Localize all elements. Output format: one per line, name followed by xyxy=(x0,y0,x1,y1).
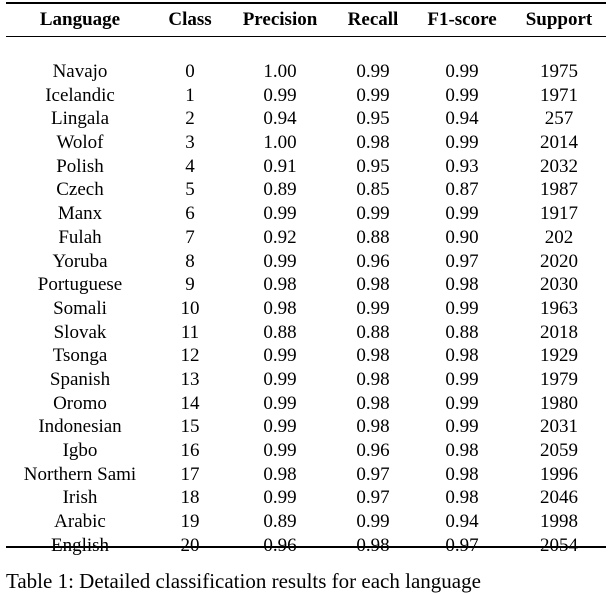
cell-precision: 0.89 xyxy=(263,179,297,201)
cell-class: 14 xyxy=(180,392,200,414)
cell-precision: 0.91 xyxy=(263,155,297,177)
cell-class: 9 xyxy=(185,274,195,296)
cell-recall: 0.95 xyxy=(356,108,390,130)
cell-language: Yoruba xyxy=(52,250,108,272)
table-row xyxy=(6,486,606,510)
cell-support: 2014 xyxy=(540,132,578,154)
cell-recall: 0.96 xyxy=(356,250,390,272)
cell-f1-score: 0.98 xyxy=(445,440,479,462)
cell-language: Northern Sami xyxy=(23,463,137,485)
cell-f1-score: 0.98 xyxy=(445,463,479,485)
table-row xyxy=(6,391,606,415)
table-row xyxy=(6,178,606,202)
table-body xyxy=(6,36,606,557)
cell-support: 1996 xyxy=(540,463,578,485)
table-row xyxy=(6,368,606,392)
cell-class: 8 xyxy=(185,250,195,272)
cell-language: Slovak xyxy=(53,321,107,343)
cell-class: 4 xyxy=(185,155,195,177)
cell-precision: 0.98 xyxy=(263,463,297,485)
cell-f1-score: 0.99 xyxy=(445,61,479,83)
cell-language: Wolof xyxy=(56,132,104,154)
cell-precision: 0.92 xyxy=(263,226,297,248)
cell-language: Navajo xyxy=(52,61,108,83)
cell-support: 2054 xyxy=(540,534,578,556)
cell-recall: 0.97 xyxy=(356,463,390,485)
cell-language: Arabic xyxy=(54,511,106,533)
cell-precision: 0.98 xyxy=(263,274,297,296)
cell-recall: 0.96 xyxy=(356,440,390,462)
cell-f1-score: 0.99 xyxy=(445,203,479,225)
cell-support: 2059 xyxy=(540,440,578,462)
cell-class: 11 xyxy=(180,321,200,343)
cell-class: 16 xyxy=(180,440,200,462)
cell-precision: 0.99 xyxy=(263,416,297,438)
cell-language: English xyxy=(50,534,110,556)
table-row xyxy=(6,202,606,226)
table-row xyxy=(6,510,606,534)
cell-language: Oromo xyxy=(53,392,107,414)
cell-recall: 0.85 xyxy=(356,179,390,201)
table-row xyxy=(6,533,606,557)
cell-support: 1998 xyxy=(540,511,578,533)
table-row xyxy=(6,344,606,368)
cell-language: Portuguese xyxy=(37,274,123,296)
cell-language: Icelandic xyxy=(45,84,115,106)
cell-recall: 0.88 xyxy=(356,226,390,248)
cell-f1-score: 0.99 xyxy=(445,297,479,319)
cell-support: 2031 xyxy=(540,416,578,438)
header-recall: Recall xyxy=(347,9,399,30)
cell-f1-score: 0.94 xyxy=(445,108,479,130)
cell-f1-score: 0.98 xyxy=(445,274,479,296)
cell-recall: 0.95 xyxy=(356,155,390,177)
header-language: Language xyxy=(39,9,121,30)
cell-support: 1987 xyxy=(540,179,578,201)
cell-precision: 1.00 xyxy=(263,132,297,154)
cell-class: 12 xyxy=(180,345,200,367)
cell-class: 5 xyxy=(185,179,195,201)
cell-support: 1979 xyxy=(540,368,578,390)
cell-class: 17 xyxy=(180,463,200,485)
cell-f1-score: 0.98 xyxy=(445,345,479,367)
table-row xyxy=(6,83,606,107)
cell-support: 2032 xyxy=(540,155,578,177)
table-header-row xyxy=(6,4,606,36)
cell-language: Indonesian xyxy=(38,416,122,438)
table-row xyxy=(6,154,606,178)
spacer-cell xyxy=(6,36,154,60)
cell-class: 6 xyxy=(185,203,195,225)
cell-class: 2 xyxy=(185,108,195,130)
cell-class: 20 xyxy=(180,534,200,556)
cell-precision: 0.99 xyxy=(263,345,297,367)
cell-f1-score: 0.97 xyxy=(445,534,479,556)
cell-support: 2018 xyxy=(540,321,578,343)
cell-precision: 0.88 xyxy=(263,321,297,343)
cell-language: Irish xyxy=(62,487,98,509)
header-f1-score: F1-score xyxy=(427,9,497,30)
cell-precision: 0.94 xyxy=(263,108,297,130)
cell-support: 2046 xyxy=(540,487,578,509)
cell-precision: 0.96 xyxy=(263,534,297,556)
cell-language: Somali xyxy=(53,297,107,319)
cell-recall: 0.97 xyxy=(356,487,390,509)
header-class: Class xyxy=(168,9,212,30)
cell-class: 3 xyxy=(185,132,195,154)
cell-support: 1917 xyxy=(540,203,578,225)
cell-language: Polish xyxy=(56,155,104,177)
cell-recall: 0.99 xyxy=(356,61,390,83)
cell-class: 1 xyxy=(185,84,195,106)
table-row xyxy=(6,249,606,273)
spacer-cell xyxy=(226,36,334,60)
classification-results-table xyxy=(6,4,606,557)
cell-support: 202 xyxy=(544,226,574,248)
cell-precision: 0.98 xyxy=(263,297,297,319)
cell-precision: 0.99 xyxy=(263,84,297,106)
cell-f1-score: 0.98 xyxy=(445,487,479,509)
cell-recall: 0.99 xyxy=(356,203,390,225)
cell-language: Spanish xyxy=(49,368,111,390)
cell-precision: 0.99 xyxy=(263,440,297,462)
cell-recall: 0.99 xyxy=(356,297,390,319)
spacer-cell xyxy=(512,36,606,60)
cell-support: 257 xyxy=(544,108,574,130)
table-row xyxy=(6,415,606,439)
table-row xyxy=(6,462,606,486)
spacer-cell xyxy=(154,36,226,60)
cell-support: 2020 xyxy=(540,250,578,272)
cell-recall: 0.98 xyxy=(356,345,390,367)
cell-language: Manx xyxy=(57,203,103,225)
cell-f1-score: 0.87 xyxy=(445,179,479,201)
cell-precision: 0.89 xyxy=(263,511,297,533)
cell-class: 15 xyxy=(180,416,200,438)
table-row xyxy=(6,320,606,344)
cell-f1-score: 0.99 xyxy=(445,368,479,390)
cell-recall: 0.99 xyxy=(356,511,390,533)
cell-language: Lingala xyxy=(50,108,110,130)
table-caption: Table 1: Detailed classification results for each language xyxy=(6,569,481,593)
cell-precision: 0.99 xyxy=(263,250,297,272)
cell-precision: 0.99 xyxy=(263,368,297,390)
table-row xyxy=(6,60,606,84)
cell-support: 1963 xyxy=(540,297,578,319)
cell-recall: 0.98 xyxy=(356,274,390,296)
cell-f1-score: 0.99 xyxy=(445,416,479,438)
cell-precision: 0.99 xyxy=(263,392,297,414)
table-row xyxy=(6,226,606,250)
table-row xyxy=(6,297,606,321)
cell-precision: 1.00 xyxy=(263,61,297,83)
cell-language: Tsonga xyxy=(52,345,108,367)
spacer-cell xyxy=(334,36,412,60)
cell-class: 18 xyxy=(180,487,200,509)
cell-support: 1980 xyxy=(540,392,578,414)
cell-f1-score: 0.94 xyxy=(445,511,479,533)
cell-class: 13 xyxy=(180,368,200,390)
header-support: Support xyxy=(525,9,593,30)
header-precision: Precision xyxy=(242,9,318,30)
cell-language: Igbo xyxy=(62,440,98,462)
cell-recall: 0.98 xyxy=(356,392,390,414)
spacer-cell xyxy=(412,36,512,60)
cell-language: Fulah xyxy=(58,226,102,248)
cell-f1-score: 0.88 xyxy=(445,321,479,343)
cell-class: 7 xyxy=(185,226,195,248)
cell-f1-score: 0.93 xyxy=(445,155,479,177)
cell-recall: 0.98 xyxy=(356,416,390,438)
cell-f1-score: 0.90 xyxy=(445,226,479,248)
cell-class: 10 xyxy=(180,297,200,319)
cell-precision: 0.99 xyxy=(263,487,297,509)
cell-precision: 0.99 xyxy=(263,203,297,225)
table-row xyxy=(6,273,606,297)
cell-class: 19 xyxy=(180,511,200,533)
cell-recall: 0.98 xyxy=(356,132,390,154)
table-row xyxy=(6,439,606,463)
table-row xyxy=(6,107,606,131)
cell-f1-score: 0.99 xyxy=(445,84,479,106)
cell-f1-score: 0.97 xyxy=(445,250,479,272)
cell-recall: 0.88 xyxy=(356,321,390,343)
cell-support: 2030 xyxy=(540,274,578,296)
cell-recall: 0.98 xyxy=(356,368,390,390)
cell-support: 1971 xyxy=(540,84,578,106)
cell-recall: 0.99 xyxy=(356,84,390,106)
cell-language: Czech xyxy=(56,179,104,201)
cell-recall: 0.98 xyxy=(356,534,390,556)
cell-support: 1929 xyxy=(540,345,578,367)
cell-f1-score: 0.99 xyxy=(445,132,479,154)
table-row xyxy=(6,131,606,155)
cell-f1-score: 0.99 xyxy=(445,392,479,414)
cell-support: 1975 xyxy=(540,61,578,83)
cell-class: 0 xyxy=(185,61,195,83)
table-spacer-row xyxy=(6,36,606,60)
